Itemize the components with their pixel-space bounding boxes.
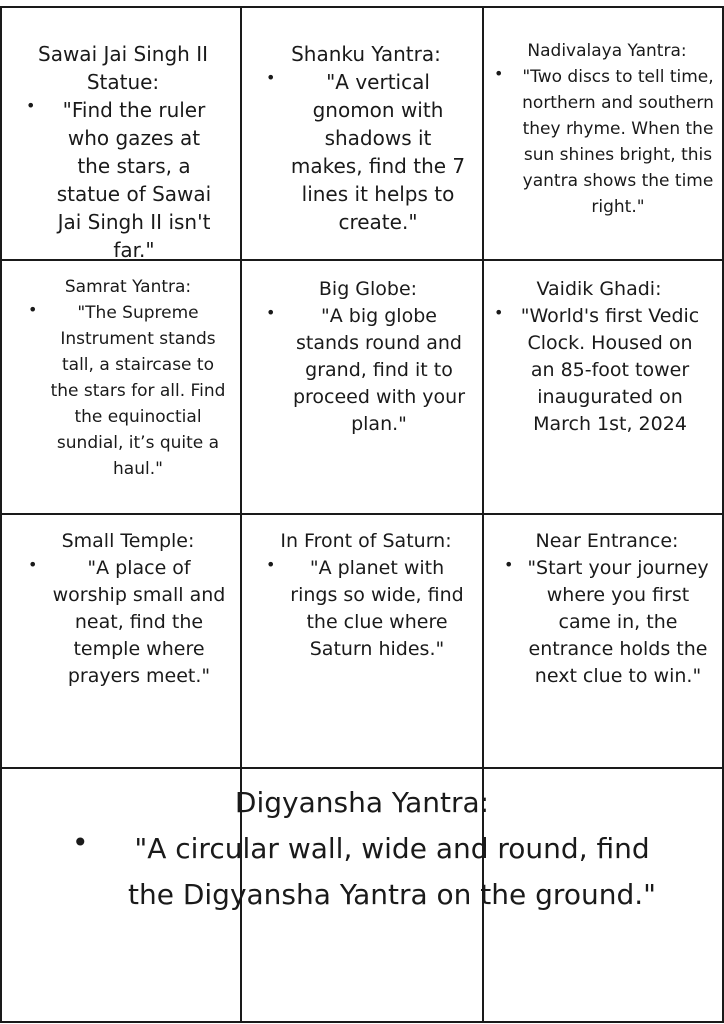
clue-cell-digyansha — [0, 780, 724, 918]
cell-clue: "The Supreme Instrument stands tall, a staircase to the stars for all. Find the equinoctial sundial, it’s quite a haul." — [50, 303, 226, 479]
cell-title: Digyansha Yantra: — [234, 786, 490, 819]
cell-clue: "A place of worship small and neat, find the temple where prayers meet." — [52, 557, 226, 687]
clue-cell-samrat — [28, 274, 228, 482]
bullet-icon: • — [504, 555, 514, 574]
bullet-icon: • — [266, 68, 276, 87]
bullet-icon: • — [28, 555, 38, 574]
clue-cell-saturn — [266, 528, 466, 663]
clue-cell-small-temple — [28, 528, 228, 690]
clue-cell-entrance — [504, 528, 710, 690]
cell-clue: "A vertical gnomon with shadows it makes, find the 7 lines it helps to create." — [290, 70, 466, 234]
bullet-icon: • — [28, 300, 38, 319]
cell-clue: "World's first Vedic Clock. Housed on an 85-foot tower inaugurated on March 1st, 2024 — [520, 305, 700, 435]
bullet-icon: • — [72, 826, 89, 859]
cell-title: Nadivalaya Yantra: — [527, 41, 687, 61]
cell-title: Shanku Yantra: — [291, 42, 441, 66]
cell-title: Big Globe: — [318, 278, 418, 300]
cell-clue: "Find the ruler who gazes at the stars, a statue of Sawai Jai Singh II isn't far." — [56, 98, 212, 262]
grid-line-top — [0, 6, 724, 8]
bullet-icon: • — [266, 303, 276, 322]
grid-line-row2 — [0, 513, 724, 515]
cell-title: Small Temple: — [61, 530, 195, 552]
clue-cell-nadivalaya — [494, 38, 720, 220]
clue-cell-big-globe — [266, 276, 470, 438]
cell-clue: "A big globe stands round and grand, find it to proceed with your plan." — [292, 305, 466, 435]
cell-title: Vaidik Ghadi: — [536, 278, 662, 300]
bullet-icon: • — [26, 96, 36, 115]
grid-line-bottom — [0, 1021, 724, 1023]
cell-title: Near Entrance: — [535, 530, 679, 552]
cell-clue: "Two discs to tell time, northern and southern they rhyme. When the sun shines bright, this yantra shows the time right." — [522, 67, 714, 217]
bullet-icon: • — [494, 303, 504, 322]
clue-cell-shanku — [266, 40, 466, 236]
cell-title: In Front of Saturn: — [280, 530, 452, 552]
grid-line-row3 — [0, 767, 724, 769]
bullet-icon: • — [266, 555, 276, 574]
cell-clue: "Start your journey where you first came in, the entrance holds the next clue to win." — [527, 557, 709, 687]
clue-cell-statue — [28, 40, 218, 264]
clue-cell-vaidik-ghadi — [494, 276, 704, 438]
cell-clue: "A circular wall, wide and round, find the Digyansha Yantra on the ground." — [127, 832, 656, 911]
cell-title: Sawai Jai Singh II Statue: — [38, 42, 208, 94]
cell-title: Samrat Yantra: — [64, 277, 192, 297]
bullet-icon: • — [494, 64, 504, 83]
cell-clue: "A planet with rings so wide, find the clue where Saturn hides." — [290, 557, 464, 660]
